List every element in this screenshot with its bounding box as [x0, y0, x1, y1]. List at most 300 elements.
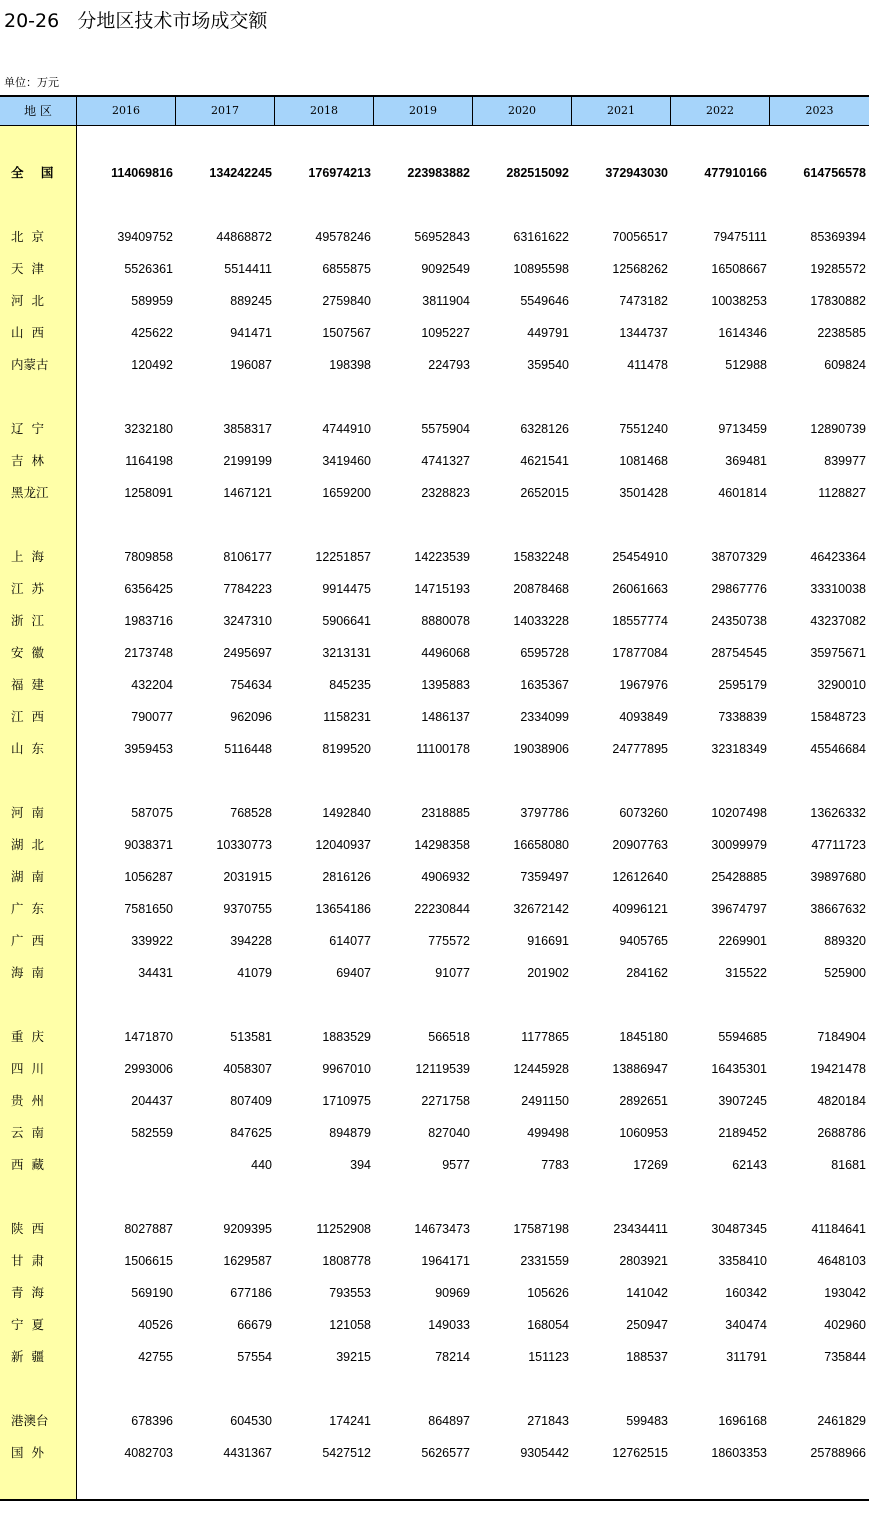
value-cell: 499498 [527, 1126, 569, 1140]
value-cell: 1258091 [124, 486, 173, 500]
value-cell: 402960 [824, 1318, 866, 1332]
value-cell: 1507567 [322, 326, 371, 340]
value-cell: 17877084 [612, 646, 668, 660]
value-cell: 7809858 [124, 550, 173, 564]
value-cell: 889320 [824, 934, 866, 948]
value-cell: 35975671 [810, 646, 866, 660]
region-name: 安 徽 [11, 645, 44, 660]
region-name: 天 津 [11, 261, 44, 276]
table-row [0, 1347, 869, 1367]
value-cell: 916691 [527, 934, 569, 948]
value-cell: 114069816 [111, 166, 173, 180]
value-cell: 79475111 [713, 230, 767, 244]
value-cell: 196087 [230, 358, 272, 372]
region-name: 山 东 [11, 741, 44, 756]
value-cell: 17269 [633, 1158, 668, 1172]
value-cell: 2595179 [718, 678, 767, 692]
table-row [0, 1059, 869, 1079]
value-cell: 5575904 [421, 422, 470, 436]
table-row [0, 1283, 869, 1303]
value-cell: 66679 [237, 1318, 272, 1332]
value-cell: 2031915 [223, 870, 272, 884]
value-cell: 754634 [230, 678, 272, 692]
value-cell: 38667632 [810, 902, 866, 916]
value-cell: 2189452 [718, 1126, 767, 1140]
value-cell: 1845180 [619, 1030, 668, 1044]
value-cell: 807409 [230, 1094, 272, 1108]
value-cell: 7338839 [718, 710, 767, 724]
value-cell: 394228 [230, 934, 272, 948]
value-cell: 4496068 [421, 646, 470, 660]
value-cell: 411478 [627, 358, 668, 372]
value-cell: 6073260 [619, 806, 668, 820]
value-cell: 10330773 [216, 838, 272, 852]
table-row [0, 739, 869, 759]
table-row [0, 579, 869, 599]
header-year: 2018 [275, 97, 374, 125]
value-cell: 432204 [131, 678, 173, 692]
value-cell: 4093849 [619, 710, 668, 724]
value-cell: 26061663 [612, 582, 668, 596]
value-cell: 3811904 [422, 294, 470, 308]
value-cell: 962096 [230, 710, 272, 724]
value-cell: 81681 [831, 1158, 866, 1172]
header-year: 2022 [671, 97, 770, 125]
region-name: 内蒙古 [11, 357, 49, 372]
value-cell: 17587198 [513, 1222, 569, 1236]
value-cell [77, 1155, 173, 1175]
value-cell: 32318349 [711, 742, 767, 756]
value-cell: 1983716 [124, 614, 173, 628]
value-cell: 1158231 [323, 710, 371, 724]
value-cell: 204437 [131, 1094, 173, 1108]
region-name: 辽 宁 [11, 421, 44, 436]
value-cell: 1471870 [124, 1030, 173, 1044]
value-cell: 315522 [725, 966, 767, 980]
value-cell: 25454910 [612, 550, 668, 564]
table-row [0, 611, 869, 631]
value-cell: 39674797 [711, 902, 767, 916]
value-cell: 678396 [131, 1414, 173, 1428]
value-cell: 120492 [131, 358, 173, 372]
region-name: 青 海 [11, 1285, 44, 1300]
value-cell: 1967976 [619, 678, 668, 692]
unit-label: 单位：万元 [4, 76, 59, 89]
region-name: 江 苏 [11, 581, 44, 596]
header-year: 2020 [473, 97, 572, 125]
value-cell: 121058 [329, 1318, 371, 1332]
value-cell: 41184641 [811, 1222, 866, 1236]
value-cell: 45546684 [810, 742, 866, 756]
value-cell: 13626332 [810, 806, 866, 820]
value-cell: 4621541 [520, 454, 569, 468]
value-cell: 39409752 [117, 230, 173, 244]
value-cell: 56952843 [414, 230, 470, 244]
value-cell: 47711723 [811, 838, 866, 852]
value-cell: 15848723 [810, 710, 866, 724]
value-cell: 46423364 [810, 550, 866, 564]
value-cell: 3419460 [322, 454, 371, 468]
value-cell: 282515092 [506, 166, 569, 180]
value-cell: 1696168 [718, 1414, 767, 1428]
header-year: 2019 [374, 97, 473, 125]
value-cell: 1177865 [521, 1030, 569, 1044]
value-cell: 894879 [329, 1126, 371, 1140]
value-cell: 14673473 [414, 1222, 470, 1236]
table-row [0, 1091, 869, 1111]
value-cell: 677186 [230, 1286, 272, 1300]
table-row [0, 1443, 869, 1463]
region-name: 贵 州 [11, 1093, 44, 1108]
value-cell: 3959453 [124, 742, 173, 756]
value-cell: 9370755 [223, 902, 272, 916]
table-row [0, 1315, 869, 1335]
value-cell: 589959 [131, 294, 173, 308]
value-cell: 2495697 [223, 646, 272, 660]
value-cell: 525900 [824, 966, 866, 980]
value-cell: 1128827 [818, 486, 866, 500]
value-cell: 1659200 [322, 486, 371, 500]
value-cell: 1710975 [322, 1094, 371, 1108]
value-cell: 5514411 [224, 262, 272, 276]
value-cell: 8106177 [223, 550, 272, 564]
value-cell: 3290010 [817, 678, 866, 692]
value-cell: 134242245 [209, 166, 272, 180]
value-cell: 599483 [626, 1414, 668, 1428]
value-cell: 569190 [131, 1286, 173, 1300]
value-cell: 7783 [541, 1158, 569, 1172]
value-cell: 3213131 [322, 646, 371, 660]
value-cell: 440 [251, 1158, 272, 1172]
table-row [0, 867, 869, 887]
value-cell: 24777895 [612, 742, 668, 756]
value-cell: 70056517 [612, 230, 668, 244]
value-cell: 40996121 [612, 902, 668, 916]
value-cell: 847625 [230, 1126, 272, 1140]
value-cell: 340474 [725, 1318, 767, 1332]
value-cell: 12119539 [415, 1062, 470, 1076]
table-row [0, 1027, 869, 1047]
value-cell: 1808778 [322, 1254, 371, 1268]
value-cell: 9914475 [322, 582, 371, 596]
value-cell: 28754545 [711, 646, 767, 660]
value-cell: 614756578 [803, 166, 866, 180]
value-cell: 62143 [732, 1158, 767, 1172]
value-cell: 1629587 [223, 1254, 272, 1268]
table-row [0, 899, 869, 919]
header-year: 2023 [805, 104, 834, 117]
table-row [0, 419, 869, 439]
value-cell: 609824 [824, 358, 866, 372]
value-cell: 1467121 [223, 486, 272, 500]
value-cell: 13654186 [315, 902, 371, 916]
value-cell: 5626577 [421, 1446, 470, 1460]
value-cell: 9209395 [223, 1222, 272, 1236]
value-cell: 2199199 [223, 454, 272, 468]
value-cell: 69407 [336, 966, 371, 980]
value-cell: 2271758 [421, 1094, 470, 1108]
value-cell: 19421478 [810, 1062, 866, 1076]
value-cell: 3797786 [520, 806, 569, 820]
value-cell: 2892651 [619, 1094, 668, 1108]
table-row [0, 483, 869, 503]
value-cell: 24350738 [711, 614, 767, 628]
value-cell: 9577 [442, 1158, 470, 1172]
value-cell: 10207498 [711, 806, 767, 820]
value-cell: 6855875 [322, 262, 371, 276]
value-cell: 2803921 [619, 1254, 668, 1268]
value-cell: 9305442 [520, 1446, 569, 1460]
value-cell: 3858317 [223, 422, 272, 436]
region-name: 浙 江 [11, 613, 44, 628]
value-cell: 12445928 [513, 1062, 569, 1076]
value-cell: 38707329 [711, 550, 767, 564]
value-cell: 1060953 [619, 1126, 668, 1140]
value-cell: 271843 [527, 1414, 569, 1428]
value-cell: 2173748 [124, 646, 173, 660]
value-cell: 9092549 [421, 262, 470, 276]
value-cell: 41079 [237, 966, 272, 980]
value-cell: 793553 [329, 1286, 371, 1300]
value-cell: 224793 [428, 358, 470, 372]
region-name: 北 京 [11, 229, 44, 244]
table-row [0, 963, 869, 983]
value-cell: 839977 [824, 454, 866, 468]
value-cell: 12568262 [612, 262, 668, 276]
value-cell: 19038906 [513, 742, 569, 756]
region-name: 山 西 [11, 325, 44, 340]
table-row [0, 227, 869, 247]
value-cell: 7784223 [223, 582, 272, 596]
value-cell: 1492840 [322, 806, 371, 820]
value-cell: 394 [350, 1158, 371, 1172]
value-cell: 20878468 [513, 582, 569, 596]
table-row [0, 931, 869, 951]
value-cell: 3501428 [619, 486, 668, 500]
value-cell: 12762515 [612, 1446, 668, 1460]
value-cell: 369481 [725, 454, 767, 468]
table-row [0, 323, 869, 343]
value-cell: 2334099 [520, 710, 569, 724]
value-cell: 168054 [527, 1318, 569, 1332]
value-cell: 6328126 [520, 422, 569, 436]
region-name: 西 藏 [11, 1157, 44, 1172]
region-name: 甘 肃 [11, 1253, 44, 1268]
value-cell: 614077 [329, 934, 371, 948]
table-row [0, 707, 869, 727]
region-name: 陕 西 [11, 1221, 44, 1236]
value-cell: 78214 [435, 1350, 470, 1364]
value-cell: 768528 [230, 806, 272, 820]
value-cell: 10895598 [513, 262, 569, 276]
value-cell: 5427512 [322, 1446, 371, 1460]
value-cell: 11252908 [316, 1222, 371, 1236]
region-name: 福 建 [11, 677, 44, 692]
value-cell: 8880078 [421, 614, 470, 628]
value-cell: 2328823 [421, 486, 470, 500]
value-cell: 198398 [329, 358, 371, 372]
value-cell: 735844 [824, 1350, 866, 1364]
table-row [0, 1411, 869, 1431]
value-cell: 889245 [230, 294, 272, 308]
value-cell: 20907763 [612, 838, 668, 852]
value-cell: 9038371 [124, 838, 173, 852]
table-bottom-rule [0, 1499, 869, 1501]
value-cell: 7473182 [619, 294, 668, 308]
value-cell: 105626 [527, 1286, 569, 1300]
table-row-total [0, 163, 869, 183]
value-cell: 5116448 [224, 742, 272, 756]
value-cell: 2269901 [718, 934, 767, 948]
value-cell: 4744910 [322, 422, 371, 436]
table-row [0, 291, 869, 311]
value-cell: 5906641 [322, 614, 371, 628]
header-year: 2021 [572, 97, 671, 125]
value-cell: 1164198 [125, 454, 173, 468]
value-cell: 32672142 [513, 902, 569, 916]
region-name: 上 海 [11, 549, 44, 564]
value-cell: 13886947 [612, 1062, 668, 1076]
value-cell: 90969 [435, 1286, 470, 1300]
value-cell: 22230844 [414, 902, 470, 916]
value-cell: 17830882 [810, 294, 866, 308]
value-cell: 6356425 [124, 582, 173, 596]
value-cell: 3232180 [124, 422, 173, 436]
value-cell: 42755 [138, 1350, 173, 1364]
header-region: 地 区 [0, 97, 77, 125]
value-cell: 30099979 [711, 838, 767, 852]
region-name: 全 国 [11, 165, 54, 180]
value-cell: 1081468 [619, 454, 668, 468]
value-cell: 449791 [527, 326, 569, 340]
table-row [0, 1123, 869, 1143]
value-cell: 9713459 [718, 422, 767, 436]
value-cell: 512988 [725, 358, 767, 372]
value-cell: 174241 [329, 1414, 371, 1428]
header-year: 2016 [77, 97, 176, 125]
value-cell: 40526 [138, 1318, 173, 1332]
value-cell: 16658080 [513, 838, 569, 852]
table-row [0, 451, 869, 471]
value-cell: 845235 [329, 678, 371, 692]
region-name: 云 南 [11, 1125, 44, 1140]
value-cell: 587075 [131, 806, 173, 820]
value-cell: 10038253 [711, 294, 767, 308]
value-cell: 2331559 [520, 1254, 569, 1268]
value-cell: 2491150 [521, 1094, 569, 1108]
value-cell: 33310038 [810, 582, 866, 596]
value-cell: 359540 [527, 358, 569, 372]
value-cell: 8027887 [124, 1222, 173, 1236]
value-cell: 3358410 [718, 1254, 767, 1268]
value-cell: 151123 [528, 1350, 569, 1364]
value-cell: 4648103 [817, 1254, 866, 1268]
value-cell: 8199520 [322, 742, 371, 756]
value-cell: 16508667 [711, 262, 767, 276]
value-cell: 6595728 [520, 646, 569, 660]
value-cell: 250947 [626, 1318, 668, 1332]
table-row [0, 1251, 869, 1271]
value-cell: 425622 [131, 326, 173, 340]
value-cell: 223983882 [407, 166, 470, 180]
value-cell: 193042 [824, 1286, 866, 1300]
region-name: 港澳台 [11, 1413, 49, 1428]
value-cell: 16435301 [711, 1062, 767, 1076]
value-cell: 1506615 [124, 1254, 173, 1268]
value-cell: 9405765 [619, 934, 668, 948]
value-cell: 14298358 [414, 838, 470, 852]
value-cell: 775572 [428, 934, 470, 948]
value-cell: 4431367 [223, 1446, 272, 1460]
value-cell: 477910166 [704, 166, 767, 180]
value-cell: 513581 [230, 1030, 272, 1044]
value-cell: 12040937 [315, 838, 371, 852]
value-cell: 4601814 [718, 486, 767, 500]
value-cell: 1883529 [322, 1030, 371, 1044]
region-name: 海 南 [11, 965, 44, 980]
value-cell: 2318885 [421, 806, 470, 820]
value-cell: 25788966 [810, 1446, 866, 1460]
value-cell: 3907245 [718, 1094, 767, 1108]
page-title: 20-26 分地区技术市场成交额 [4, 10, 268, 32]
value-cell: 311791 [726, 1350, 767, 1364]
header-year: 2017 [176, 97, 275, 125]
value-cell: 4058307 [223, 1062, 272, 1076]
value-cell: 2688786 [817, 1126, 866, 1140]
region-name: 新 疆 [11, 1349, 44, 1364]
region-name: 四 川 [11, 1061, 44, 1076]
value-cell: 7359497 [520, 870, 569, 884]
value-cell: 12890739 [810, 422, 866, 436]
value-cell: 864897 [428, 1414, 470, 1428]
value-cell: 827040 [428, 1126, 470, 1140]
value-cell: 63161622 [513, 230, 569, 244]
value-cell: 12612640 [612, 870, 668, 884]
value-cell: 2993006 [124, 1062, 173, 1076]
value-cell: 1614346 [718, 326, 767, 340]
region-name: 河 南 [11, 805, 44, 820]
region-name: 湖 北 [11, 837, 44, 852]
value-cell: 566518 [428, 1030, 470, 1044]
value-cell: 44868872 [216, 230, 272, 244]
value-cell: 23434411 [613, 1222, 668, 1236]
value-cell: 1095227 [421, 326, 470, 340]
value-cell: 2759840 [322, 294, 371, 308]
value-cell: 25428885 [711, 870, 767, 884]
value-cell: 3247310 [223, 614, 272, 628]
table-row [0, 835, 869, 855]
table-row [0, 1219, 869, 1239]
region-name: 重 庆 [11, 1029, 44, 1044]
value-cell: 582559 [131, 1126, 173, 1140]
value-cell: 141042 [626, 1286, 668, 1300]
value-cell: 39897680 [810, 870, 866, 884]
value-cell: 15832248 [513, 550, 569, 564]
value-cell: 14715193 [414, 582, 470, 596]
table-row [0, 643, 869, 663]
table-row [0, 547, 869, 567]
value-cell: 339922 [131, 934, 173, 948]
region-name: 广 西 [11, 933, 44, 948]
region-name: 国 外 [11, 1445, 44, 1460]
value-cell: 284162 [626, 966, 668, 980]
region-name: 黑龙江 [11, 485, 49, 500]
table-row [0, 803, 869, 823]
value-cell: 149033 [428, 1318, 470, 1332]
value-cell: 604530 [230, 1414, 272, 1428]
value-cell: 176974213 [308, 166, 371, 180]
value-cell: 9967010 [322, 1062, 371, 1076]
